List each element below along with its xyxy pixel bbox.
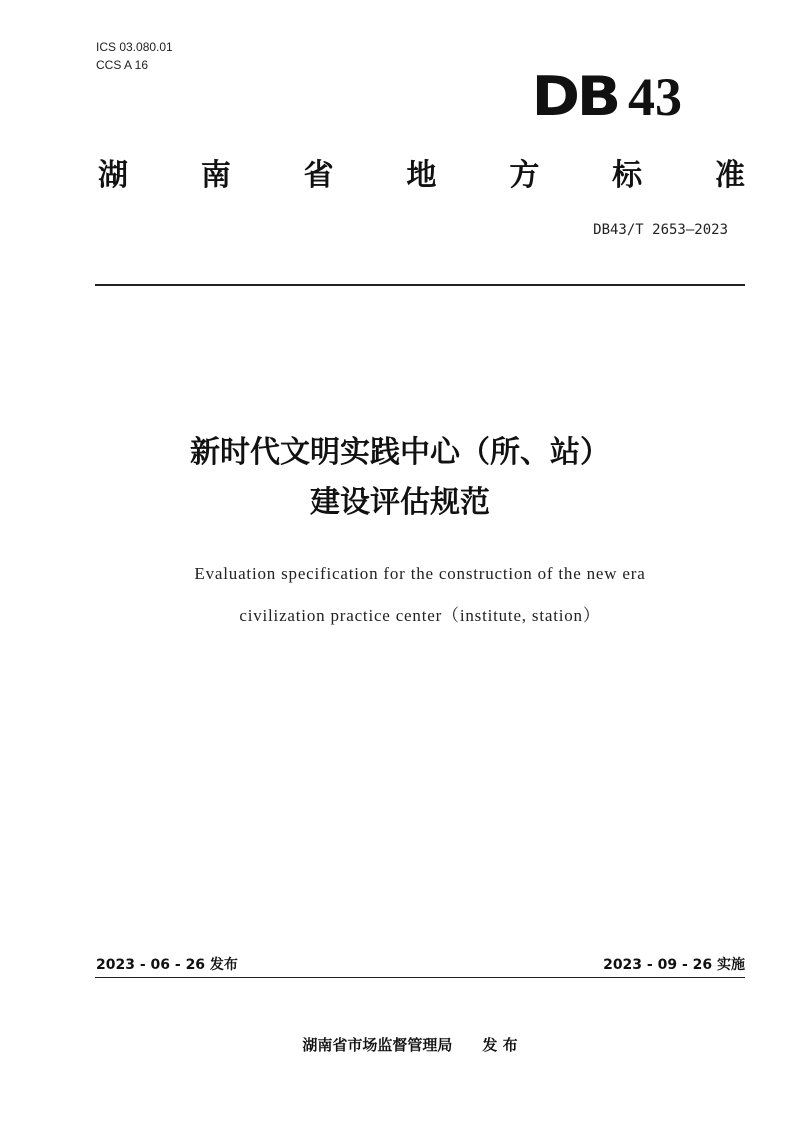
standard-type-heading	[98, 150, 745, 194]
bottom-divider	[95, 977, 745, 978]
english-title	[0, 553, 800, 637]
chinese-title	[0, 428, 800, 528]
standard-logo	[531, 65, 682, 128]
chinese-title-line2: 建设评估规范	[310, 485, 490, 520]
implementation-date: 2023 - 09 - 26 实施	[603, 957, 745, 973]
issuing-authority: 湖南省市场监督管理局 发 布	[302, 1036, 518, 1054]
issue-date: 2023 - 06 - 26 发布	[96, 957, 238, 973]
ics-code: ICS 03.080.01	[96, 40, 173, 54]
heading-char: 标	[612, 158, 643, 193]
top-divider	[95, 284, 745, 286]
heading-char: 地	[406, 158, 437, 193]
heading-char: 省	[303, 158, 334, 193]
logo-prefix: DB	[531, 65, 618, 128]
chinese-title-line1: 新时代文明实践中心（所、站）	[190, 435, 610, 470]
english-title-line1: Evaluation specification for the construction of the new era	[194, 564, 646, 583]
classification-codes	[96, 38, 173, 74]
english-title-line2: civilization practice center（institute, station）	[239, 606, 601, 625]
heading-char: 准	[714, 158, 745, 193]
logo-number: 43	[628, 67, 682, 127]
heading-char: 方	[509, 158, 540, 193]
heading-char: 南	[200, 158, 231, 193]
standard-number: DB43/T 2653—2023	[593, 222, 728, 238]
ccs-code: CCS A 16	[96, 58, 149, 72]
heading-char: 湖	[98, 158, 128, 193]
